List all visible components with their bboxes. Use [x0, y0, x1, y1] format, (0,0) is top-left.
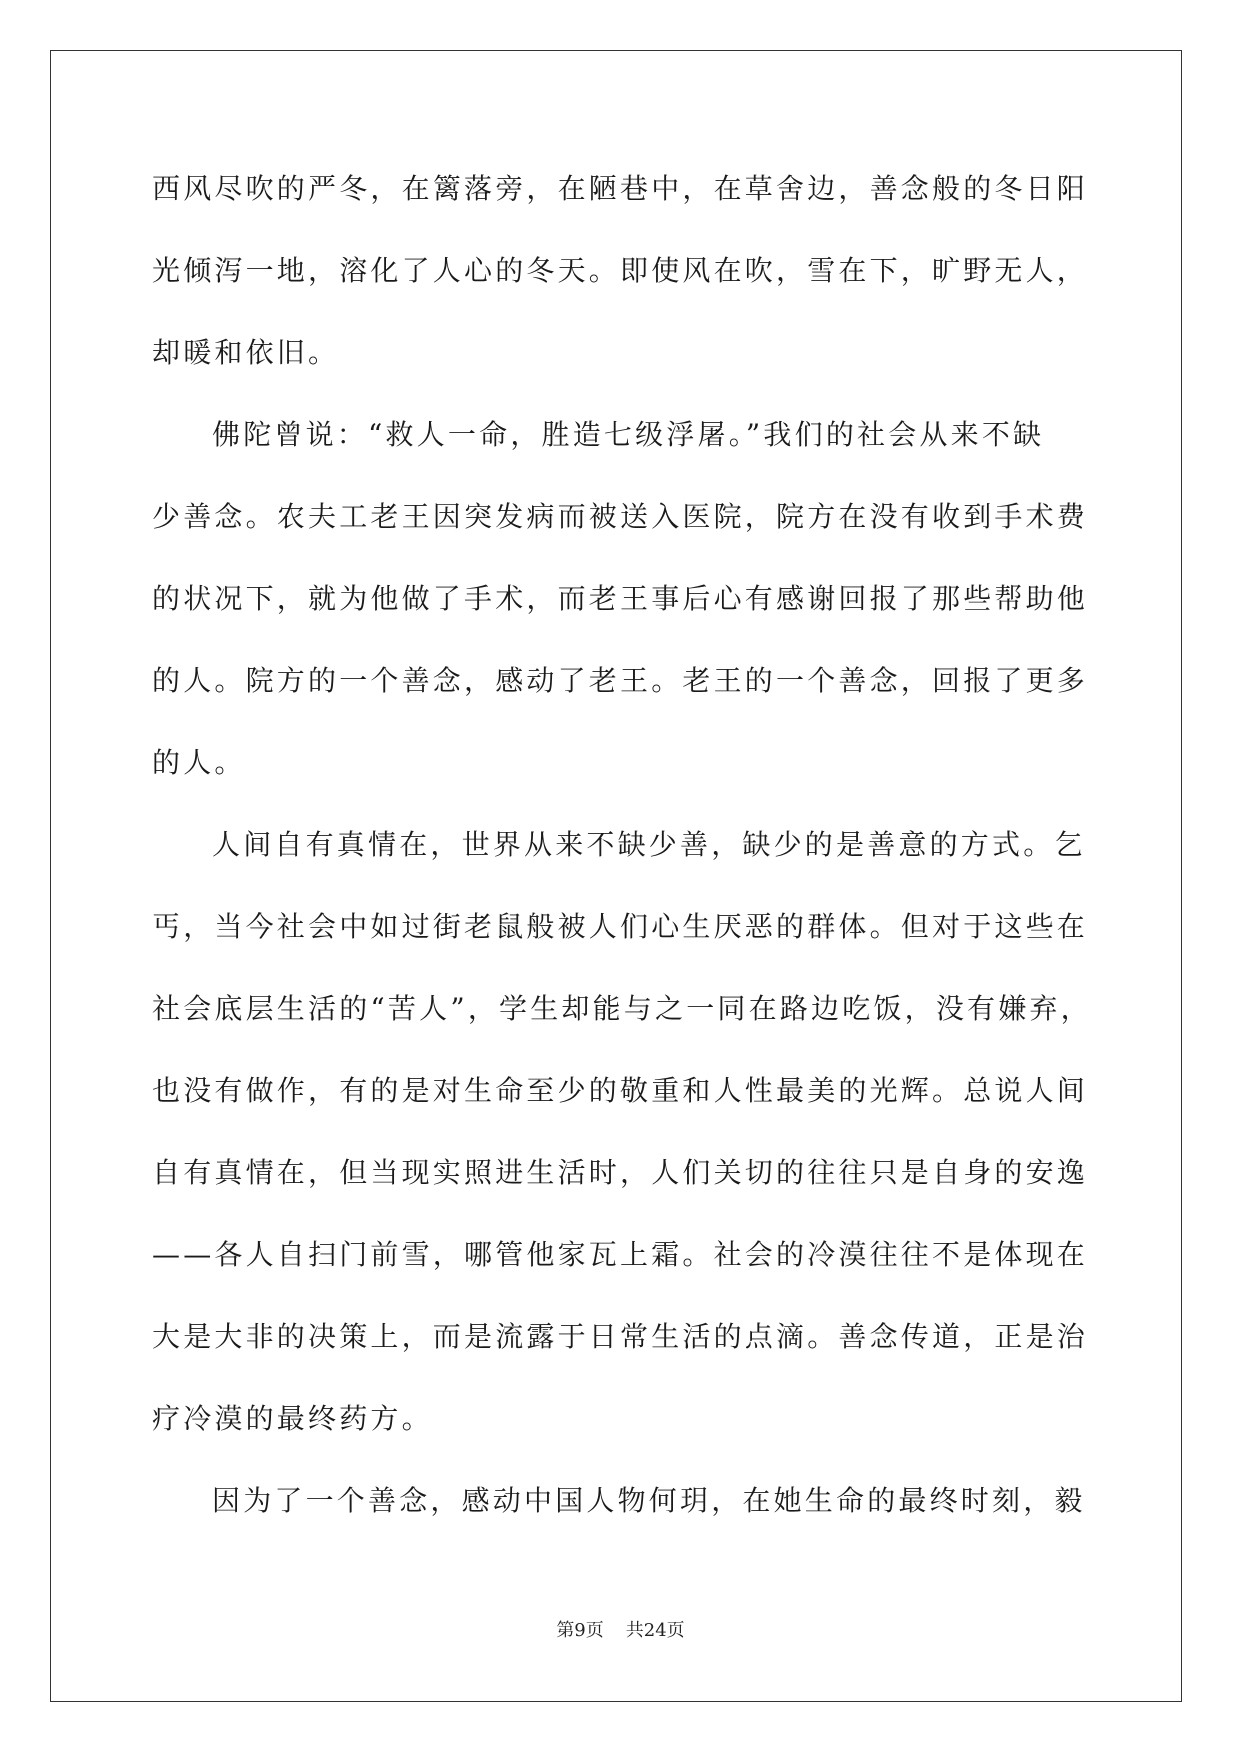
text-line: 丐，当今社会中如过街老鼠般被人们心生厌恶的群体。但对于这些在	[152, 910, 1089, 943]
text-line: ——各人自扫门前雪，哪管他家瓦上霜。社会的冷漠往往不是体现在	[152, 1238, 1089, 1271]
paragraph-start-line: 因为了一个善念，感动中国人物何玥，在她生命的最终时刻，毅	[212, 1484, 1086, 1517]
page-total: 共24页	[625, 1620, 685, 1641]
page-footer	[0, 1616, 1241, 1642]
text-line: 的人。院方的一个善念，感动了老王。老王的一个善念，回报了更多	[152, 664, 1089, 697]
text-line: 疗冷漠的最终药方。	[152, 1402, 433, 1435]
text-line: 的状况下，就为他做了手术，而老王事后心有感谢回报了那些帮助他	[152, 582, 1089, 615]
text-line: 也没有做作，有的是对生命至少的敬重和人性最美的光辉。总说人间	[152, 1074, 1089, 1107]
text-line: 少善念。农夫工老王因突发病而被送入医院，院方在没有收到手术费	[152, 500, 1089, 533]
text-line: 却暖和依旧。	[152, 336, 340, 369]
page-number: 第9页	[556, 1620, 604, 1641]
text-line: 光倾泻一地，溶化了人心的冬天。即使风在吹，雪在下，旷野无人，	[152, 254, 1089, 287]
text-line: 西风尽吹的严冬，在篱落旁，在陋巷中，在草舍边，善念般的冬日阳	[152, 172, 1089, 205]
paragraph-start-line: 人间自有真情在，世界从来不缺少善，缺少的是善意的方式。乞	[212, 828, 1086, 861]
text-line: 自有真情在，但当现实照进生活时，人们关切的往往只是自身的安逸	[152, 1156, 1089, 1189]
text-line: 社会底层生活的“苦人”，学生却能与之一同在路边吃饭，没有嫌弃，	[152, 992, 1092, 1025]
text-line: 的人。	[152, 746, 246, 779]
document-body	[152, 158, 1092, 1552]
paragraph-start-line: 佛陀曾说：“救人一命，胜造七级浮屠。”我们的社会从来不缺	[212, 418, 1045, 451]
text-line: 大是大非的决策上，而是流露于日常生活的点滴。善念传道，正是治	[152, 1320, 1089, 1353]
